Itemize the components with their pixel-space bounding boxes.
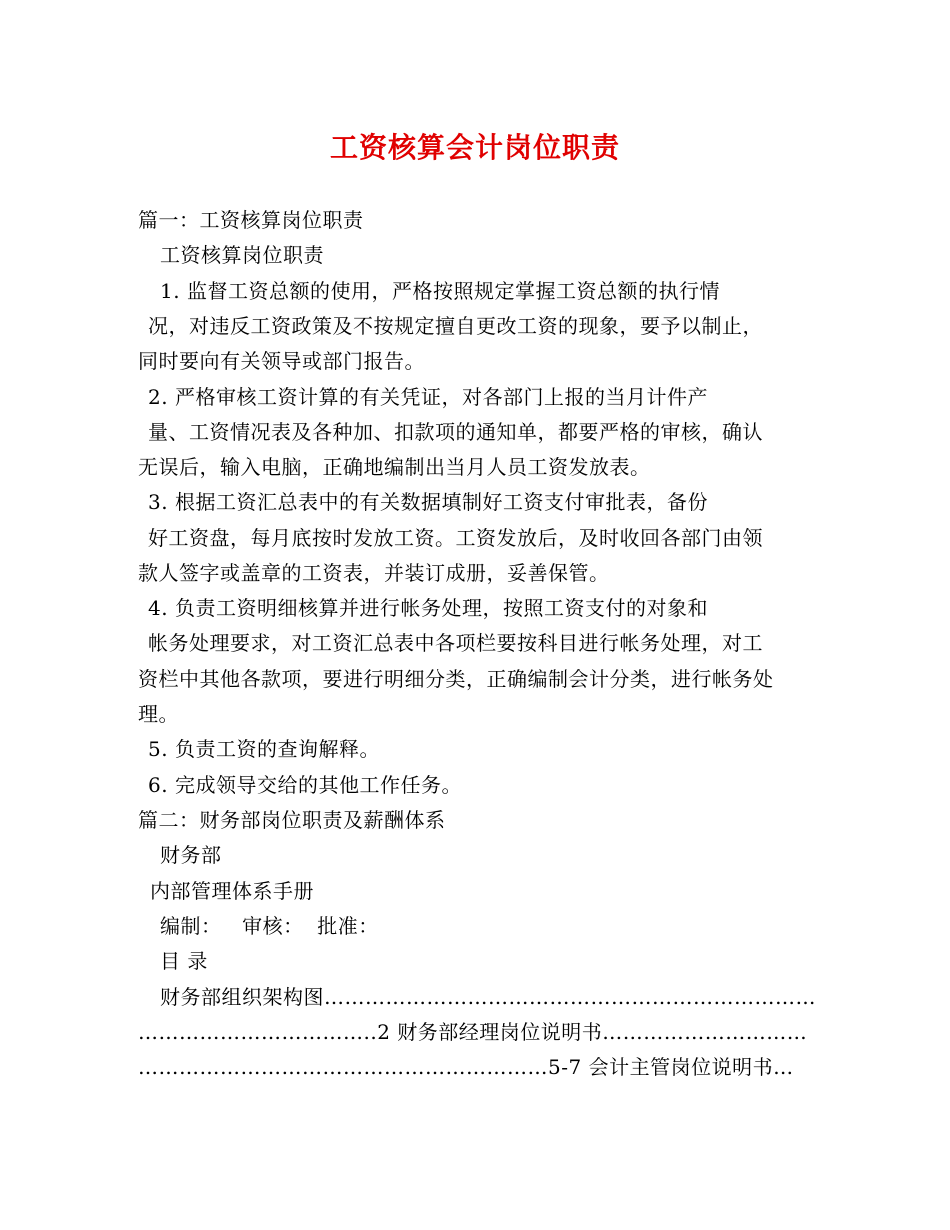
section-heading-2: 篇二：财务部岗位职责及薪酬体系 [138, 808, 446, 832]
paragraph-line: 5. 负责工资的查询解释。 [148, 737, 380, 761]
paragraph-line: 2. 严格审核工资计算的有关凭证，对各部门上报的当月计件产 [148, 385, 708, 409]
subheading: 财务部 [160, 843, 222, 867]
paragraph-line: 3. 根据工资汇总表中的有关数据填制好工资支付审批表，备份 [148, 490, 708, 514]
paragraph-line: 同时要向有关领导或部门报告。 [138, 349, 425, 373]
paragraph-line: 6. 完成领导交给的其他工作任务。 [148, 773, 462, 797]
approval-line: 编制： 审核： 批准： [160, 914, 379, 938]
paragraph-line: 4. 负责工资明细核算并进行帐务处理，按照工资支付的对象和 [148, 596, 708, 620]
paragraph-line: 理。 [138, 702, 179, 726]
subheading: 工资核算岗位职责 [160, 243, 324, 267]
document-title: 工资核算会计岗位职责 [329, 131, 620, 164]
paragraph-line: 量、工资情况表及各种加、扣款项的通知单，都要严格的审核，确认 [148, 420, 763, 444]
section-heading-1: 篇一：工资核算岗位职责 [138, 208, 364, 232]
toc-heading: 目 录 [160, 949, 208, 973]
toc-entry: 财务部组织架构图……………………………………………………………… [160, 985, 816, 1009]
paragraph-line: 帐务处理要求，对工资汇总表中各项栏要按科目进行帐务处理，对工 [148, 631, 763, 655]
toc-entry: ……………………………..2 财务部经理岗位说明书………………………… [138, 1020, 808, 1044]
subheading: 内部管理体系手册 [150, 879, 314, 903]
paragraph-line: 况，对违反工资政策及不按规定擅自更改工资的现象，要予以制止， [148, 314, 763, 338]
paragraph-line: 资栏中其他各款项，要进行明细分类，正确编制会计分类，进行帐务处 [138, 667, 774, 691]
toc-entry: ……………………………………………………5-7 会计主管岗位说明书… [138, 1055, 794, 1079]
paragraph-line: 款人签字或盖章的工资表，并装订成册，妥善保管。 [138, 561, 610, 585]
paragraph-line: 好工资盘，每月底按时发放工资。工资发放后，及时收回各部门由领 [148, 526, 763, 550]
paragraph-line: 无误后，输入电脑，正确地编制出当月人员工资发放表。 [138, 455, 651, 479]
paragraph-line: 1. 监督工资总额的使用，严格按照规定掌握工资总额的执行情 [160, 279, 720, 303]
